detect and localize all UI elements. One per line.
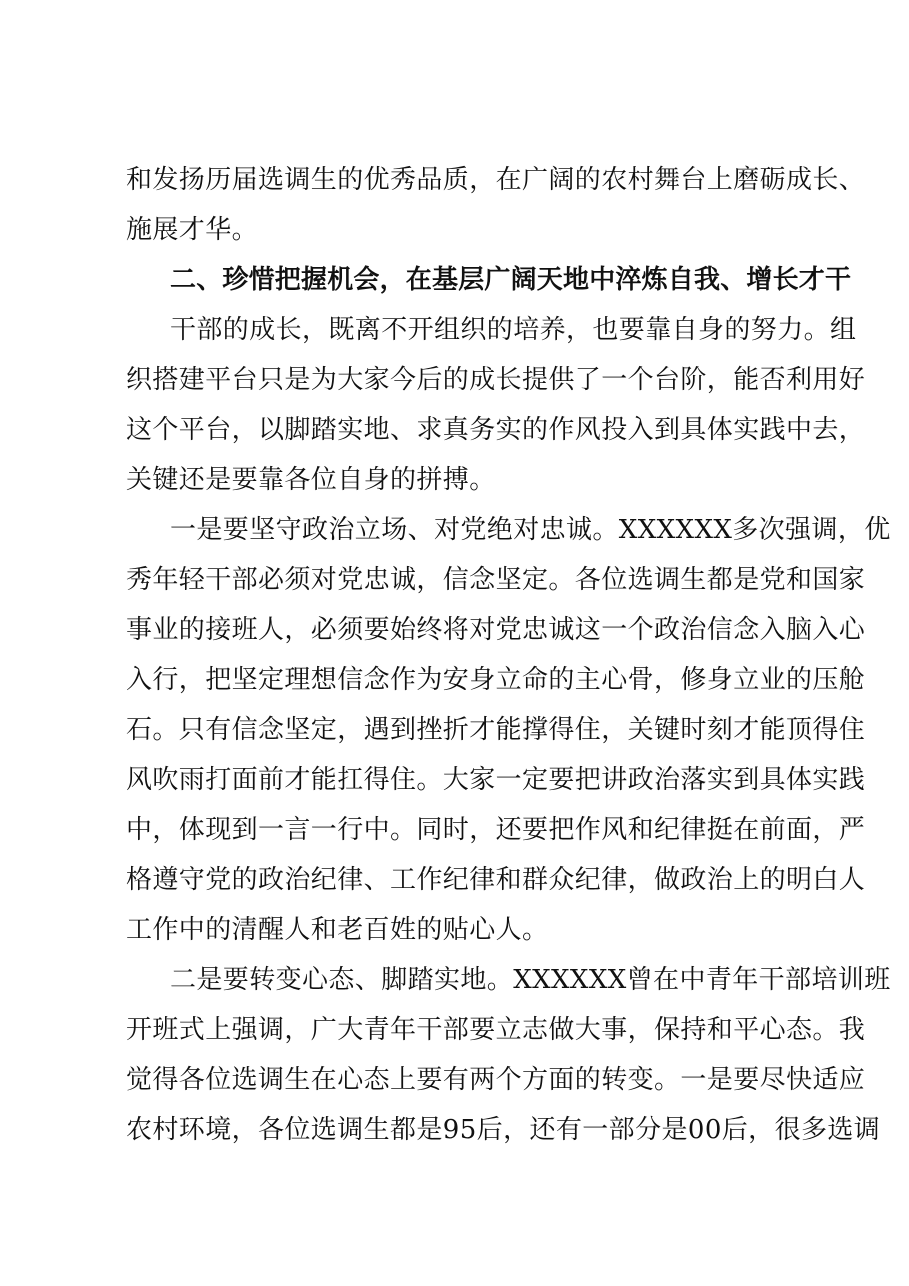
- paragraph-line: 施展才华。: [126, 215, 259, 245]
- paragraph-line: 二是要转变心态、脚踏实地。XXXXXX曾在中青年干部培训班: [170, 965, 891, 995]
- paragraph-line: 秀年轻干部必须对党忠诚，信念坚定。各位选调生都是党和国家: [126, 565, 866, 595]
- paragraph-line: 格遵守党的政治纪律、工作纪律和群众纪律，做政治上的明白人: [126, 865, 866, 895]
- paragraph-line: 风吹雨打面前才能扛得住。大家一定要把讲政治落实到具体实践: [126, 765, 866, 795]
- paragraph-line: 事业的接班人，必须要始终将对党忠诚这一个政治信念入脑入心: [126, 615, 866, 645]
- paragraph-line: 中，体现到一言一行中。同时，还要把作风和纪律挺在前面，严: [126, 815, 866, 845]
- paragraph-line: 一是要坚守政治立场、对党绝对忠诚。XXXXXX多次强调，优: [170, 515, 891, 545]
- paragraph-line: 农村环境，各位选调生都是95后，还有一部分是00后，很多选调: [126, 1115, 881, 1145]
- paragraph-line: 工作中的清醒人和老百姓的贴心人。: [126, 915, 549, 945]
- paragraph-line: 开班式上强调，广大青年干部要立志做大事，保持和平心态。我: [126, 1015, 866, 1045]
- paragraph-line: 入行，把坚定理想信念作为安身立命的主心骨，修身立业的压舱: [126, 665, 866, 695]
- paragraph-line: 和发扬历届选调生的优秀品质，在广阔的农村舞台上磨砺成长、: [126, 165, 866, 195]
- section-heading: 二、珍惜把握机会，在基层广阔天地中淬炼自我、增长才干: [170, 265, 852, 295]
- paragraph-line: 这个平台，以脚踏实地、求真务实的作风投入到具体实践中去，: [126, 415, 866, 445]
- paragraph-line: 干部的成长，既离不开组织的培养，也要靠自身的努力。组: [170, 315, 857, 345]
- paragraph-line: 觉得各位选调生在心态上要有两个方面的转变。一是要尽快适应: [126, 1065, 866, 1095]
- paragraph-line: 织搭建平台只是为大家今后的成长提供了一个台阶，能否利用好: [126, 365, 866, 395]
- paragraph-line: 石。只有信念坚定，遇到挫折才能撑得住，关键时刻才能顶得住: [126, 715, 866, 745]
- paragraph-line: 关键还是要靠各位自身的拼搏。: [126, 465, 496, 495]
